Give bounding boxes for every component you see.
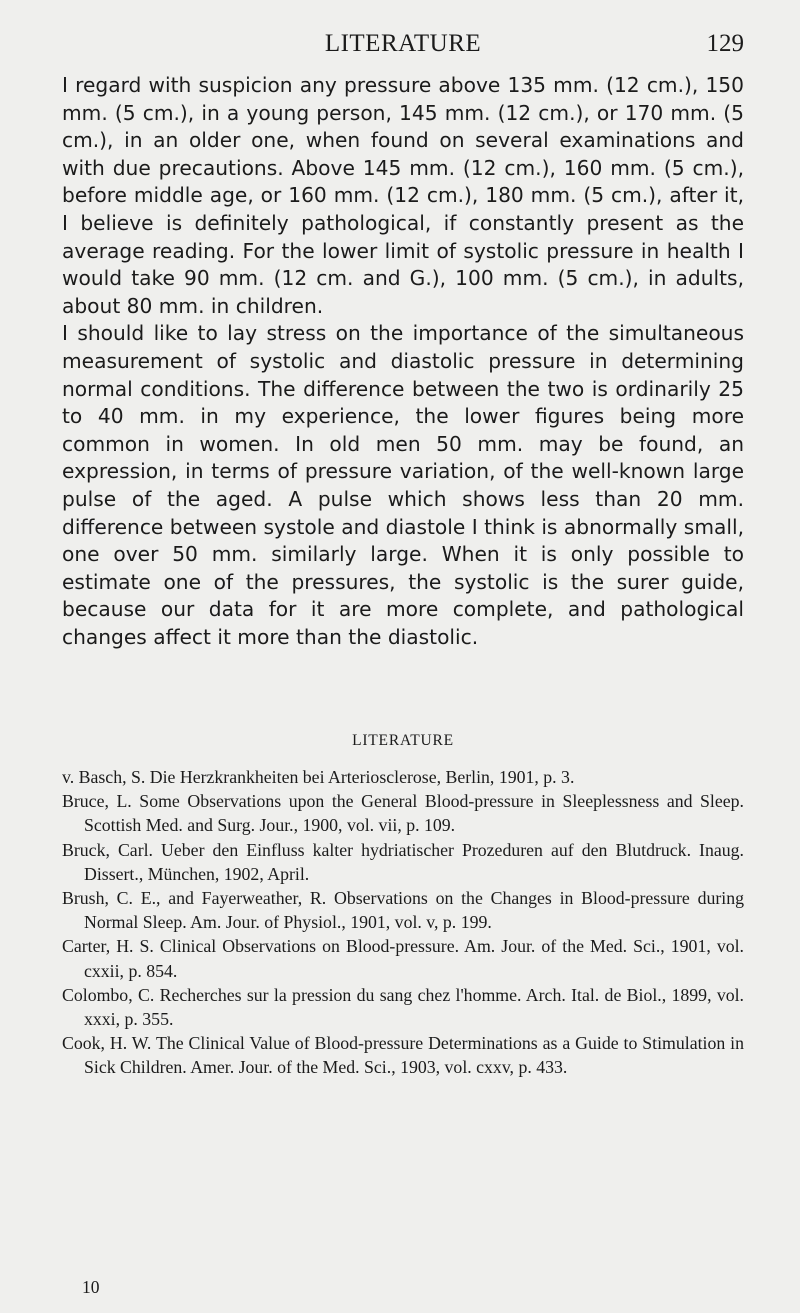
page-number: 129 bbox=[706, 30, 744, 57]
signature-mark: 10 bbox=[82, 1277, 100, 1297]
reference-item: Brush, C. E., and Fayerweather, R. Observations on the Changes in Blood-pressure during Normal Sleep. Am. Jour. of Physiol., 1901, vol. v, p. 199. bbox=[62, 888, 744, 933]
reference-item: Bruce, L. Some Observations upon the General Blood-pressure in Sleeplessness and Sleep. Scottish Med. and Surg. Jour., 1900, vol. vii, p. 109. bbox=[62, 791, 744, 836]
reference-item: Colombo, C. Recherches sur la pression du sang chez l'homme. Arch. Ital. de Biol., 1899, vol. xxxi, p. 355. bbox=[62, 984, 744, 1030]
paragraph: I regard with suspicion any pressure above 135 mm. (12 cm.), 150 mm. (5 cm.), in a young person, 145 mm. (12 cm.), or 170 mm. (5 cm.), in an older one, when found on several examinations and with due precautions. Above 145 mm. (12 cm.), 160 mm. (5 cm.), before middle age, or 160 mm. (12 cm.), 180 mm. (5 cm.), after it, I believe is definitely pathological, if constantly present as the average reading. For the lower limit of systolic pressure in health I would take 90 mm. (12 cm. and G.), 100 mm. (5 cm.), in adults, about 80 mm. in children. bbox=[62, 73, 744, 318]
literature-heading: LITERATURE bbox=[352, 732, 454, 749]
reference-item: Bruck, Carl. Ueber den Einfluss kalter hydriatischer Prozeduren auf den Blutdruck. Inaug. Dissert., München, 1902, April. bbox=[62, 839, 744, 884]
running-head bbox=[62, 30, 744, 64]
body-text bbox=[62, 72, 744, 651]
paragraph: I should like to lay stress on the importance of the simultaneous measurement of systolic and diastolic pressure in determining normal conditions. The difference between the two is ordinarily 25 to 40 mm. in my experience, the lower figures being more common in women. In old men 50 mm. may be found, an expression, in terms of pressure variation, of the well-known large pulse of the aged. A pulse which shows less than 20 mm. difference between systole and diastole I think is abnormally small, one over 50 mm. similarly large. When it is only possible to estimate one of the pressures, the systolic is the surer guide, because our data for it are more complete, and pathological changes affect it more than the diastolic. bbox=[62, 321, 744, 649]
reference-item: v. Basch, S. Die Herzkrankheiten bei Arteriosclerose, Berlin, 1901, p. 3. bbox=[62, 767, 575, 787]
reference-list bbox=[62, 765, 744, 1080]
reference-item: Cook, H. W. The Clinical Value of Blood-pressure Determinations as a Guide to Stimulation in Sick Children. Amer. Jour. of the Med. Sci., 1903, vol. cxxv, p. 433. bbox=[62, 1033, 744, 1078]
reference-item: Carter, H. S. Clinical Observations on Blood-pressure. Am. Jour. of the Med. Sci., 1901, vol. cxxii, p. 854. bbox=[62, 936, 744, 981]
book-page bbox=[62, 0, 744, 1313]
running-title: LITERATURE bbox=[324, 30, 482, 57]
